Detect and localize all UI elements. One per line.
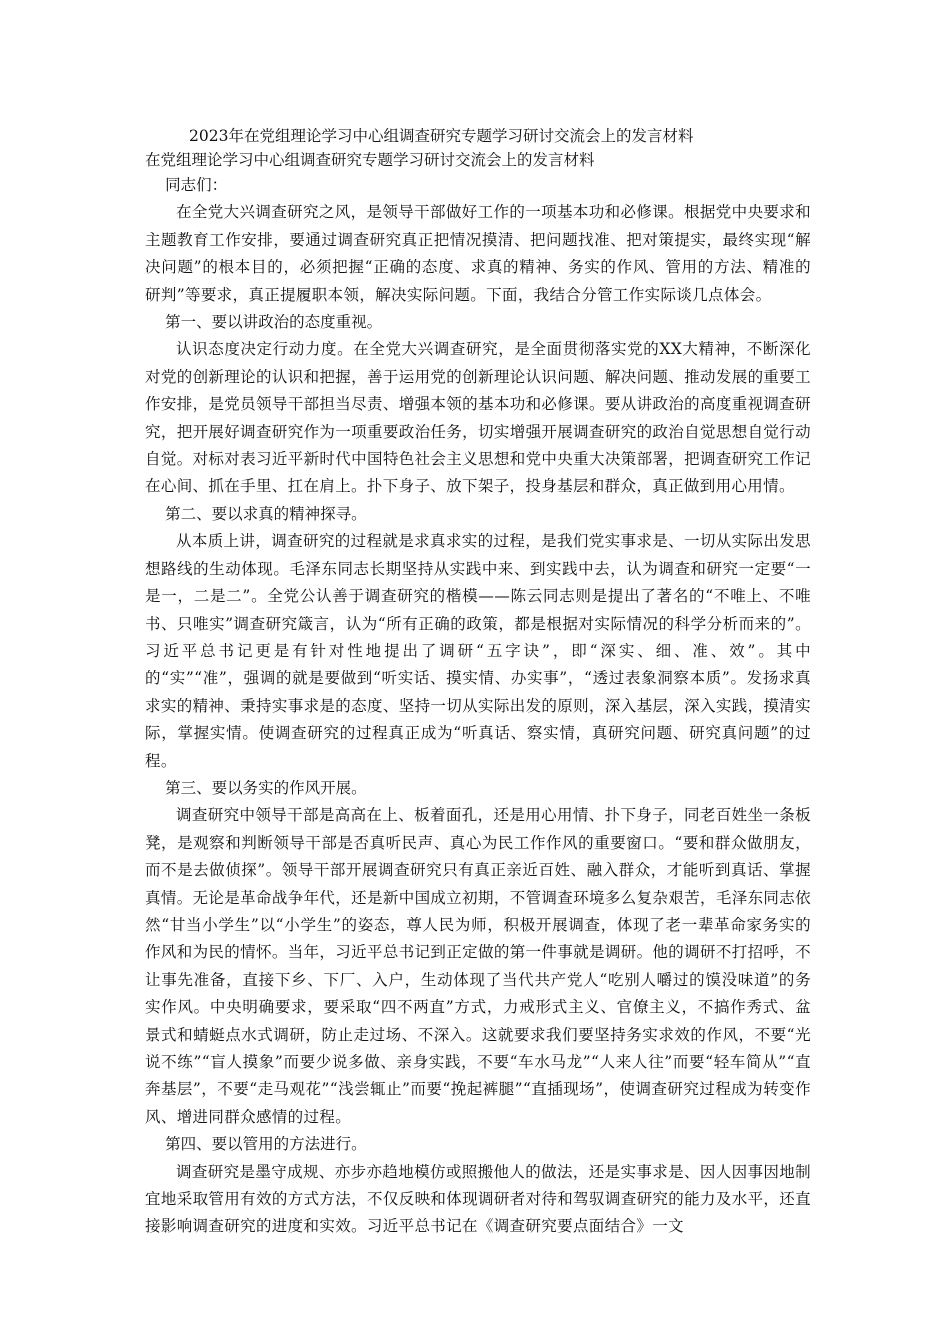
section-2-heading: 第二、要以求真的精神探寻。 (165, 504, 367, 523)
document-subtitle: 在党组理论学习中心组调查研究专题学习研讨交流会上的发言材料 (145, 151, 595, 169)
section-1-body: 认识态度决定行动力度。在全党大兴调查研究，是全面贯彻落实党的XX大精神，不断深化对党的创新理论的认识和把握，善于运用党的创新理论认识问题、解决问题、推动发展的重要工作安排，是党员领导干部担当尽责、增强本领的基本功和必修课。要从讲政治的高度重视调查研究，把开展好调查研究作为一项重要政治任务，切实增强开展调查研究的政治自觉思想自觉行动自觉。对标对表习近平新时代中国特色社会主义思想和党中央重大决策部署，把调查研究工作记在心间、抓在手里、扛在肩上。扑下身子、放下架子，投身基层和群众，真正做到用心用情。 (145, 340, 811, 496)
greeting: 同志们： (165, 176, 228, 194)
document-title: 2023年在党组理论学习中心组调查研究专题学习研讨交流会上的发言材料 (189, 127, 694, 145)
section-3-heading: 第三、要以务实的作风开展。 (165, 778, 367, 797)
section-1-heading: 第一、要以讲政治的态度重视。 (165, 313, 383, 332)
section-4-heading: 第四、要以管用的方法进行。 (165, 1135, 367, 1154)
intro-paragraph: 在全党大兴调查研究之风，是领导干部做好工作的一项基本功和必修课。根据党中央要求和主题教育工作安排，要通过调查研究真正把情况摸清、把问题找准、把对策提实，最终实现“解决问题”的根本目的，必须把握“正确的态度、求真的精神、务实的作风、管用的方法、精准的研判”等要求，真正提履职本领，解决实际问题。下面，我结合分管工作实际谈几点体会。 (145, 203, 811, 304)
document-page (145, 124, 811, 1241)
section-2-body: 从本质上讲，调查研究的过程就是求真求实的过程，是我们党实事求是、一切从实际出发思想路线的生动体现。毛泽东同志长期坚持从实践中来、到实践中去，认为调查和研究一定要“一是一，二是二”。全党公认善于调查研究的楷模——陈云同志则是提出了著名的“不唯上、不唯书、只唯实”调查研究箴言，认为“所有正确的政策，都是根据对实际情况的科学分析而来的”。习近平总书记更是有针对性地提出了调研“五字诀”，即“深实、细、准、效”。其中的“实”“准”，强调的就是要做到“听实话、摸实情、办实事”，“透过表象洞察本质”。发扬求真求实的精神、秉持实事求是的态度、坚持一切从实际出发的原则，深入基层，深入实践，摸清实际，掌握实情。使调查研究的过程真正成为“听真话、察实情，真研究问题、研究真问题”的过程。 (145, 532, 811, 770)
section-4-body: 调查研究是墨守成规、亦步亦趋地模仿或照搬他人的做法，还是实事求是、因人因事因地制宜地采取管用有效的方式方法，不仅反映和体现调研者对待和驾驭调查研究的能力及水平，还直接影响调查研究的进度和实效。习近平总书记在《调查研究要点面结合》一文 (145, 1162, 811, 1236)
section-3-body: 调查研究中领导干部是高高在上、板着面孔，还是用心用情、扑下身子，同老百姓坐一条板凳，是观察和判断领导干部是否真听民声、真心为民工作作风的重要窗口。“要和群众做朋友，而不是去做侦探”。领导干部开展调查研究只有真正亲近百姓、融入群众，才能听到真话、掌握真情。无论是革命战争年代，还是新中国成立初期，不管调查环境多么复杂艰苦，毛泽东同志依然“甘当小学生”以“小学生”的姿态，尊人民为师，积极开展调查，体现了老一辈革命家务实的作风和为民的情怀。当年，习近平总书记到正定做的第一件事就是调研。他的调研不打招呼，不让事先准备，直接下乡、下厂、入户，生动体现了当代共产党人“吃别人嚼过的馍没味道”的务实作风。中央明确要求，要采取“四不两直”方式，力戒形式主义、官僚主义，不搞作秀式、盆景式和蜻蜓点水式调研，防止走过场、不深入。这就要求我们要坚持务实求效的作风，不要“光说不练”“盲人摸象”而要少说多做、亲身实践，不要“车水马龙”“人来人往”而要“轻车简从”“直奔基层”，不要“走马观花”“浅尝辄止”而要“挽起裤腿”“直插现场”，使调查研究过程成为转变作风、增进同群众感情的过程。 (145, 806, 811, 1126)
